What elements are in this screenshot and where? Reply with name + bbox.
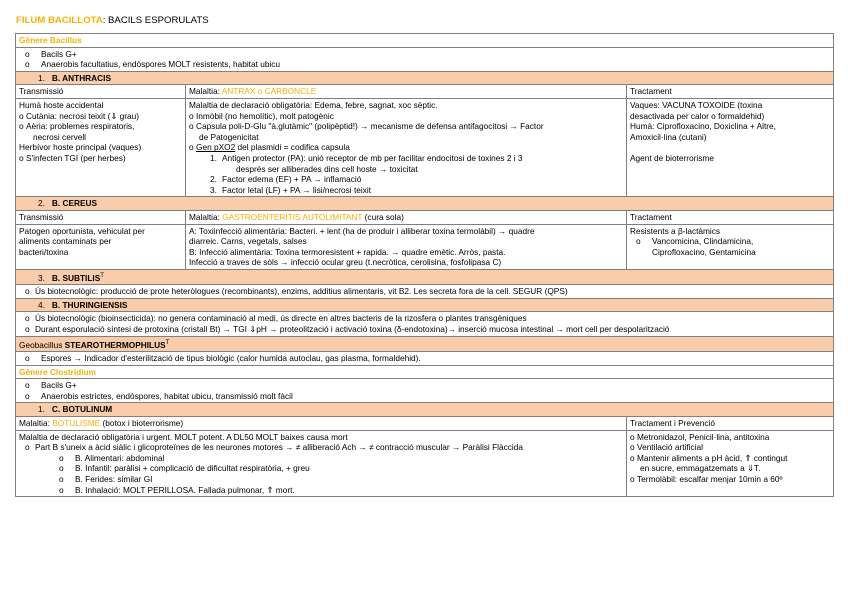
section-thuringiensis (16, 298, 834, 312)
thuringiensis-content (16, 312, 834, 336)
list-item: o B. Ferides: similar GI (19, 474, 623, 485)
text-line: bacteri/toxina (19, 246, 69, 257)
list-item: o Gen pXO2 del plasmidi = codifica capsula (189, 142, 623, 153)
text-line: Patogen oportunista, vehiculat per (19, 225, 145, 236)
text-line: Agent de bioterrorisme (630, 152, 714, 163)
section-anthracis (16, 71, 834, 85)
list-item: o S'infecten TGI (per herbes) (19, 153, 182, 164)
botulinum-content (16, 430, 834, 497)
text-line: Malaltia de declaració obligatòria: Edema, febre, sagnat, xoc sèptic. (189, 99, 438, 110)
section-number: 1. (38, 404, 45, 415)
disease-name: ANTRAX o CARBONCLE (221, 86, 317, 97)
disease-name: BOTULISME (52, 417, 101, 428)
section-title: B. THURINGIENSIS (51, 299, 128, 310)
list-item: o Anaerobis facultatius, endòspores MOLT resistents, habitat ubicu (19, 59, 830, 70)
type-strain-mark: T (100, 272, 104, 279)
list-item: o B. Inhalació: MOLT PERILLOSA. Fallada pulmonar, ⇑ mort. (19, 485, 623, 496)
disease-header: Malaltia: GASTROENTERITIS AUTOLIMITANT (cura sola) (186, 210, 627, 224)
section-title: B. CEREUS (51, 198, 98, 209)
text-line: de Patogenicitat (199, 131, 259, 142)
text-line: en sucre, emmagatzemats a ⇓T. (640, 463, 761, 474)
section-title: B. SUBTILIS (51, 272, 101, 283)
cereus-disease (186, 224, 627, 269)
list-item: o Ventilació artificial (630, 442, 830, 453)
genus-clostridium-header (16, 365, 834, 379)
text-line: B: Infecció alimentària: Toxina termoresistent + rapida. → quadre emètic. Arròs, pasta. (189, 246, 506, 257)
botulinum-column-headers (16, 416, 834, 430)
type-strain-mark: T (165, 339, 170, 346)
list-item: o Aèria: problemes respiratoris, (19, 121, 182, 132)
cereus-transmission (16, 224, 186, 269)
list-item: o Bacils G+ (19, 380, 830, 391)
list-item: o Termolàbil: escalfar menjar 10min a 60º (630, 474, 830, 485)
list-item: o Cutània: necrosi teixit (⇓ grau) (19, 111, 182, 122)
species-name: STEAROTHERMOPHILUS (64, 339, 166, 350)
section-number: 2. (38, 198, 45, 209)
list-item: o Mantenir aliments a pH àcid, ⇑ contingut (630, 453, 830, 464)
text-line: A: Toxiinfecció alimentària: Bacteri. + lent (ha de produir i alliberar toxina termolàbil) → quadre (189, 225, 535, 236)
section-title: B. ANTHRACIS (51, 72, 111, 83)
section-number: 3. (38, 272, 45, 283)
text-line: Humà: Ciprofloxacino, Doxiclina + Altre, (630, 121, 776, 132)
section-title: C. BOTULINUM (51, 404, 113, 415)
text-line: Ciprofloxacino, Gentamicina (652, 246, 756, 257)
treatment-header: Tractament (627, 210, 834, 224)
genus-bacillus-features (16, 47, 834, 71)
cereus-treatment (627, 224, 834, 269)
text-line: després ser alliberades dins cell hoste → toxicitat (236, 163, 418, 174)
disease-name: GASTROENTERITIS AUTOLIMITANT (222, 211, 363, 222)
anthracis-transmission (16, 98, 186, 196)
text-line: diarreic. Carns, vegetals, salses (189, 236, 307, 247)
cereus-content (16, 224, 834, 269)
anthracis-treatment (627, 98, 834, 196)
subtilis-content (16, 285, 834, 299)
section-geobacillus: Geobacillus $STEAROTHERMOPHILUS^T$ (16, 336, 834, 351)
list-item: o Anaerobis estrictes, endòspores, habitat ubicu, transmissió molt fàcil (19, 391, 830, 402)
text-line: Humà hoste accidental (19, 99, 104, 110)
list-item: o Durant esporulació síntesi de protoxina (cristall Bt) → TGI ⇓pH → proteolització i activació toxina (δ-endotoxina)→ inserció mucosa intestinal → mort cell per despolarització (25, 324, 830, 335)
list-item: o Ús biotecnològic: producció de prote heteròlogues (recombinants), enzims, additius alimentaris, vit B2. Les secreta fora de la cell. SEGUR (QPS) (25, 286, 830, 297)
transmission-header: Transmissió (16, 85, 186, 99)
text-line: Malaltia de declaració obligatòria i urgent. MOLT potent. A DL50 MOLT baixes causa mort (19, 431, 348, 442)
disease-header: Malaltia: ANTRAX o CARBONCLE (186, 85, 627, 99)
list-item: 2. Factor edema (EF) + PA → inflamació (210, 174, 362, 185)
text-line: Infecció a traves de sòls → infecció ocular greu (t.necròtica, cerolisina, fosfolipasa C) (189, 257, 502, 268)
list-item: o Metronidazol, Penicil·lina, antitoxina (630, 432, 830, 443)
list-item: o Ús biotecnològic (bioinsecticida): no genera contaminació al medi, ús directe en altres bacteris de la rizosfera o plantes transgèniques (25, 313, 830, 324)
section-cereus (16, 197, 834, 211)
cereus-column-headers (16, 210, 834, 224)
list-item: 1. Antigen protector (PA): unió receptor de mb per facilitar endocitosi de toxines 2 i 3 (210, 152, 523, 163)
page-title (16, 15, 209, 27)
list-item: o Part B s'uneix a àcid siàlic i glicoproteïnes de les neurones motores → ≠ alliberació Ach → ≠ contracció muscular → Paràlisi Flàccida (25, 442, 623, 453)
genus-clostridium-features (16, 379, 834, 403)
section-botulinum (16, 403, 834, 417)
text-line: Herbívor hoste principal (vaques) (19, 142, 142, 153)
genus-bacillus-header (16, 34, 834, 48)
list-item: o B. Infantil: paràlisi + complicació de dificultat respiratòria, + greu (19, 463, 623, 474)
section-number: 1. (38, 72, 45, 83)
anthracis-content (16, 98, 834, 196)
notes-table (15, 33, 834, 497)
list-item: o Bacils G+ (19, 49, 830, 60)
section-subtilis (16, 269, 834, 284)
phylum-name: FILUM BACILLOTA (16, 15, 103, 26)
botulinum-disease (16, 430, 627, 497)
geobacillus-content (16, 351, 834, 365)
botulinum-treatment (627, 430, 834, 497)
list-item: o Espores → Indicador d'esterilització de tipus biològic (calor humida autoclau, gas plasma, formaldehid). (19, 353, 830, 364)
list-item: o Inmòbil (no hemolític), molt patogènic (189, 111, 623, 122)
anthracis-disease (186, 98, 627, 196)
list-item: 3. Factor letal (LF) + PA → lisi/necrosi teixit (210, 184, 372, 195)
text-line: Amoxicil·lina (cutani) (630, 131, 707, 142)
text-line: Resistents a β-lactàmics (630, 225, 721, 236)
text-line: necrosi cervell (33, 131, 87, 142)
text-line: aliments contaminats per (19, 236, 112, 247)
list-item: o Capsula poli-D-Glu "à.glutàmic" (polipèptid!) → mecanisme de defensa antifagocitosi → Factor (189, 121, 623, 132)
treatment-header: Tractament (627, 85, 834, 99)
list-item: o B. Alimentari: abdominal (19, 453, 623, 464)
page-subtitle: : BACILS ESPORULATS (102, 15, 209, 26)
section-number: 4. (38, 299, 45, 310)
text-line: Vaques: VACUNA TOXOIDE (toxina (630, 99, 763, 110)
genus-clostridium-title: Gènere Clostridium (19, 366, 96, 377)
disease-header: Malaltia: BOTULISME (botox i bioterrorisme) (16, 416, 627, 430)
list-item: o Vancomicina, Clindamicina, (636, 236, 830, 247)
genus-bacillus-title: Gènere Bacillus (19, 35, 82, 45)
text-line: desactivada per calor o formaldehid) (630, 110, 765, 121)
transmission-header: Transmissió (16, 210, 186, 224)
gene-name: Gen pXO2 (196, 142, 236, 153)
treatment-header: Tractament i Prevenció (627, 416, 834, 430)
anthracis-column-headers (16, 85, 834, 99)
